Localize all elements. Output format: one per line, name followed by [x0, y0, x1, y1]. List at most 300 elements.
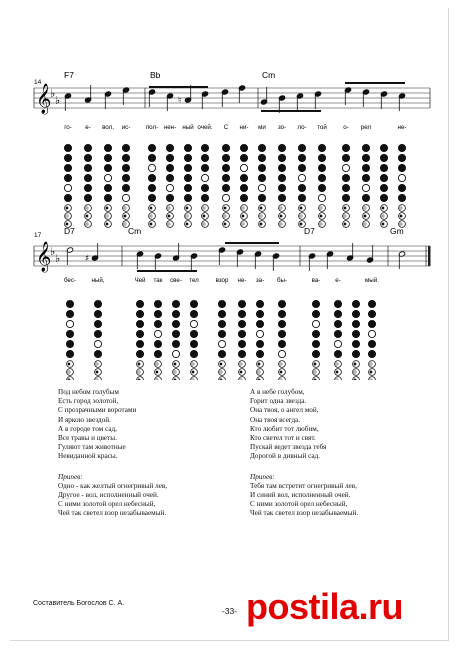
chord-symbol: D7 [64, 226, 75, 236]
half-hole [314, 379, 316, 380]
finger-hole [84, 154, 91, 161]
half-hole [203, 207, 205, 209]
chord-symbol: Cm [128, 226, 142, 236]
finger-hole [362, 154, 369, 161]
half-hole [138, 379, 140, 380]
finger-hole [368, 340, 375, 347]
half-hole [220, 371, 222, 373]
chorus-line: С ними золотой орел небесный, [58, 500, 156, 509]
finger-hole [148, 164, 155, 171]
half-hole [242, 207, 244, 209]
lyric-syllable: ный [182, 124, 194, 131]
finger-hole [64, 164, 71, 171]
finger-hole [342, 184, 349, 191]
finger-hole [380, 174, 387, 181]
finger-hole [334, 310, 341, 317]
finger-hole [136, 310, 143, 317]
lyric-syllable: бес- [63, 277, 77, 284]
finger-hole [256, 340, 263, 347]
finger-hole [256, 310, 263, 317]
finger-hole [380, 184, 387, 191]
finger-hole [218, 300, 225, 307]
finger-hole [218, 320, 225, 327]
finger-hole [104, 194, 111, 201]
finger-hole [136, 350, 143, 357]
finger-hole [154, 300, 161, 307]
finger-hole [64, 154, 71, 161]
finger-hole [122, 144, 129, 151]
half-hole [280, 379, 282, 380]
chorus-line: Другое - вол, исполненный очей. [58, 491, 159, 500]
finger-hole [66, 350, 73, 357]
finger-hole [240, 154, 247, 161]
lyric-syllable: той [317, 124, 327, 131]
half-hole [240, 363, 242, 365]
finger-hole [84, 174, 91, 181]
finger-hole [318, 194, 325, 201]
half-hole [364, 215, 366, 217]
lyric-syllable: е- [85, 124, 91, 131]
finger-hole [201, 194, 208, 201]
finger-hole [122, 154, 129, 161]
verse-line: Дорогой в дивный сад. [250, 452, 321, 461]
lyric-syllable: ный, [91, 277, 105, 284]
finger-hole [84, 184, 91, 191]
chord-symbol: Bb [150, 70, 161, 80]
half-hole [354, 371, 356, 373]
finger-hole [166, 184, 173, 191]
verse-line: А в городе том сад, [58, 424, 117, 433]
half-hole [280, 363, 282, 365]
lyric-syllable: так [153, 277, 163, 284]
half-hole [336, 379, 338, 380]
finger-hole [258, 154, 265, 161]
finger-hole [256, 350, 263, 357]
finger-hole [201, 184, 208, 191]
finger-hole [166, 154, 173, 161]
fingering-row-2 [66, 300, 375, 380]
finger-hole [154, 330, 161, 337]
finger-hole [122, 194, 129, 201]
finger-hole [342, 164, 349, 171]
lyric-syllable: ис- [121, 124, 131, 131]
finger-hole [380, 154, 387, 161]
half-hole [354, 379, 356, 380]
finger-hole [368, 300, 375, 307]
half-hole [364, 223, 366, 225]
finger-hole [278, 194, 285, 201]
finger-hole [148, 154, 155, 161]
chord-row-2 [64, 226, 404, 236]
measure-number: 14 [34, 79, 42, 86]
finger-hole [64, 194, 71, 201]
finger-hole [222, 164, 229, 171]
finger-hole [238, 320, 245, 327]
finger-hole [298, 184, 305, 191]
lyric-syllable: С [223, 124, 229, 131]
lyrics-left-column [58, 388, 167, 519]
half-hole [382, 215, 384, 217]
finger-hole [222, 184, 229, 191]
finger-hole [94, 320, 101, 327]
half-hole [106, 215, 108, 217]
finger-hole [278, 350, 285, 357]
finger-hole [84, 164, 91, 171]
half-hole [150, 207, 152, 209]
half-hole [400, 223, 402, 225]
half-hole [336, 371, 338, 373]
finger-hole [222, 174, 229, 181]
finger-hole [278, 300, 285, 307]
half-hole [156, 363, 158, 365]
finger-hole [166, 164, 173, 171]
half-hole [124, 223, 126, 225]
chorus-line: Одно - как желтый огнегривый лев, [58, 481, 168, 490]
finger-hole [398, 174, 405, 181]
half-hole [124, 207, 126, 209]
finger-hole [380, 164, 387, 171]
half-hole [344, 207, 346, 209]
finger-hole [258, 194, 265, 201]
chorus-line: Чей так светел взор незабываемый. [58, 509, 167, 518]
half-hole [224, 215, 226, 217]
half-hole [96, 363, 98, 365]
half-hole [86, 215, 88, 217]
verse-line: Невиданной красы. [58, 452, 118, 461]
half-hole [96, 371, 98, 373]
staff-system-2 [34, 232, 431, 273]
finger-hole [352, 310, 359, 317]
half-hole [240, 371, 242, 373]
half-hole [280, 215, 282, 217]
finger-hole [398, 154, 405, 161]
finger-hole [222, 154, 229, 161]
half-hole [192, 379, 194, 380]
beam [137, 270, 197, 272]
finger-hole [312, 340, 319, 347]
finger-hole [334, 330, 341, 337]
finger-hole [94, 330, 101, 337]
finger-hole [104, 184, 111, 191]
finger-hole [136, 300, 143, 307]
half-hole [124, 215, 126, 217]
finger-hole [66, 320, 73, 327]
fingering-row-1 [64, 144, 405, 227]
accidental-icon: ♯ [85, 254, 90, 264]
half-hole [314, 363, 316, 365]
treble-clef-icon: 𝄞 [36, 242, 52, 272]
finger-hole [368, 350, 375, 357]
finger-hole [84, 144, 91, 151]
finger-hole [166, 174, 173, 181]
finger-hole [352, 340, 359, 347]
finger-hole [218, 330, 225, 337]
treble-clef-icon: 𝄞 [36, 84, 52, 114]
finger-hole [218, 310, 225, 317]
finger-hole [104, 154, 111, 161]
lyric-syllable: вол, [102, 124, 114, 131]
finger-hole [362, 144, 369, 151]
finger-hole [172, 310, 179, 317]
finger-hole [172, 340, 179, 347]
half-hole [96, 379, 98, 380]
half-hole [336, 363, 338, 365]
finger-hole [166, 144, 173, 151]
finger-hole [94, 340, 101, 347]
half-hole [314, 371, 316, 373]
half-hole [174, 363, 176, 365]
finger-hole [190, 350, 197, 357]
finger-hole [184, 144, 191, 151]
finger-hole [278, 144, 285, 151]
finger-hole [148, 184, 155, 191]
finger-hole [298, 174, 305, 181]
lyric-syllable: е- [335, 277, 341, 284]
lyric-syllable: ло- [297, 124, 307, 131]
half-hole [280, 223, 282, 225]
finger-hole [201, 174, 208, 181]
chord-row-1 [64, 70, 275, 80]
lyric-syllable: не- [237, 277, 247, 284]
half-hole [68, 363, 70, 365]
page-number: -33- [222, 606, 238, 616]
lyric-syllable: тел [189, 277, 199, 284]
finger-hole [318, 184, 325, 191]
half-hole [240, 379, 242, 380]
half-hole [400, 207, 402, 209]
verse-line: С прозрачными воротами [58, 406, 137, 415]
finger-hole [154, 350, 161, 357]
finger-hole [166, 194, 173, 201]
finger-hole [352, 330, 359, 337]
finger-hole [318, 174, 325, 181]
flat-icon: ♭ [55, 94, 61, 107]
finger-hole [352, 320, 359, 327]
half-hole [186, 207, 188, 209]
finger-hole [238, 330, 245, 337]
chorus-line: И синий вол, исполненный очей. [250, 491, 351, 500]
finger-hole [298, 164, 305, 171]
half-hole [260, 207, 262, 209]
finger-hole [238, 340, 245, 347]
finger-hole [398, 164, 405, 171]
half-hole [174, 379, 176, 380]
half-hole [192, 363, 194, 365]
verse-line: Под небом голубым [58, 388, 119, 396]
finger-hole [318, 144, 325, 151]
finger-hole [122, 174, 129, 181]
finger-hole [240, 144, 247, 151]
chorus-line: Тебя там встретит огнегривый лев, [250, 481, 357, 490]
half-hole [382, 207, 384, 209]
lyric-syllable: пол- [145, 124, 159, 131]
finger-hole [298, 194, 305, 201]
half-hole [300, 215, 302, 217]
lyric-syllable: ва- [311, 277, 321, 284]
finger-hole [278, 320, 285, 327]
finger-hole [172, 350, 179, 357]
flat-icon: ♭ [50, 87, 56, 100]
chorus-heading: Припев: [58, 472, 83, 481]
finger-hole [154, 340, 161, 347]
finger-hole [148, 194, 155, 201]
half-hole [258, 379, 260, 380]
finger-hole [312, 310, 319, 317]
half-hole [168, 223, 170, 225]
half-hole [168, 207, 170, 209]
finger-hole [104, 164, 111, 171]
chorus-line: С ними золотой орел небесный, [250, 500, 348, 509]
lyrics-right-column [250, 388, 358, 519]
finger-hole [238, 310, 245, 317]
finger-hole [380, 144, 387, 151]
lyric-syllable: взор [215, 277, 229, 284]
finger-hole [278, 340, 285, 347]
half-hole [66, 207, 68, 209]
finger-hole [148, 144, 155, 151]
verse-line: Пускай ведет звезда тебя [250, 443, 327, 452]
half-hole [370, 363, 372, 365]
finger-hole [238, 300, 245, 307]
finger-hole [201, 154, 208, 161]
finger-hole [278, 154, 285, 161]
finger-hole [398, 184, 405, 191]
finger-hole [398, 144, 405, 151]
finger-hole [66, 310, 73, 317]
half-hole [203, 215, 205, 217]
half-hole [106, 223, 108, 225]
half-hole [242, 223, 244, 225]
finger-hole [94, 350, 101, 357]
finger-hole [104, 174, 111, 181]
half-hole [242, 215, 244, 217]
verse-line: Кто любит тот любим, [250, 424, 319, 433]
finger-hole [334, 320, 341, 327]
lyric-syllable: зо- [277, 124, 287, 131]
verse-line: А в небе голубом, [250, 388, 305, 396]
finger-hole [201, 164, 208, 171]
half-hole [320, 223, 322, 225]
finger-hole [298, 154, 305, 161]
verse-line: Гуляют там животные [58, 443, 126, 452]
finger-hole [190, 310, 197, 317]
finger-hole [154, 310, 161, 317]
finger-hole [240, 164, 247, 171]
verse-line: Кто светел тот и свят. [250, 434, 316, 443]
finger-hole [66, 300, 73, 307]
finger-hole [312, 330, 319, 337]
finger-hole [222, 144, 229, 151]
finger-hole [64, 174, 71, 181]
finger-hole [312, 350, 319, 357]
half-hole [224, 223, 226, 225]
finger-hole [318, 154, 325, 161]
finger-hole [342, 154, 349, 161]
lyric-syllable: рел [360, 124, 372, 131]
finger-hole [190, 300, 197, 307]
finger-hole [256, 330, 263, 337]
half-hole [66, 223, 68, 225]
half-hole [344, 223, 346, 225]
flat-icon: ♭ [55, 252, 61, 265]
verse-line: Горит одна звезда. [250, 397, 307, 406]
finger-hole [278, 310, 285, 317]
half-hole [260, 223, 262, 225]
half-hole [150, 223, 152, 225]
compiler-credit: Составитель Богослов С. А. [33, 600, 125, 607]
finger-hole [362, 174, 369, 181]
finger-hole [298, 144, 305, 151]
finger-hole [278, 184, 285, 191]
finger-hole [172, 320, 179, 327]
half-hole [156, 371, 158, 373]
accidental-icon: ♮ [178, 96, 182, 106]
half-hole [66, 215, 68, 217]
finger-hole [342, 144, 349, 151]
half-hole [68, 371, 70, 373]
finger-hole [172, 330, 179, 337]
finger-hole [222, 194, 229, 201]
finger-hole [136, 330, 143, 337]
chord-symbol: Cm [262, 70, 276, 80]
half-hole [370, 379, 372, 380]
finger-hole [342, 194, 349, 201]
half-hole [382, 223, 384, 225]
lyric-syllable: го- [64, 124, 72, 131]
finger-hole [398, 194, 405, 201]
half-hole [106, 207, 108, 209]
half-hole [260, 215, 262, 217]
lyric-row-1 [64, 124, 406, 131]
staff-system-1 [34, 79, 430, 115]
half-hole [320, 207, 322, 209]
finger-hole [64, 144, 71, 151]
finger-hole [380, 194, 387, 201]
half-hole [138, 363, 140, 365]
finger-hole [368, 330, 375, 337]
beam [345, 82, 405, 84]
finger-hole [184, 174, 191, 181]
finger-hole [184, 164, 191, 171]
finger-hole [240, 194, 247, 201]
half-hole [258, 363, 260, 365]
finger-hole [256, 320, 263, 327]
lyric-syllable: не- [397, 124, 407, 131]
half-hole [150, 215, 152, 217]
half-hole [280, 207, 282, 209]
finger-hole [334, 300, 341, 307]
verse-line: Есть город золотой, [58, 397, 119, 406]
finger-hole [172, 300, 179, 307]
half-hole [156, 379, 158, 380]
finger-hole [258, 174, 265, 181]
finger-hole [312, 320, 319, 327]
lyric-syllable: мый. [365, 277, 379, 284]
finger-hole [136, 340, 143, 347]
half-hole [364, 207, 366, 209]
finger-hole [148, 174, 155, 181]
verse-line: И яркою звездой. [58, 415, 111, 424]
measure-number: 17 [34, 232, 42, 239]
half-hole [186, 215, 188, 217]
beam [149, 86, 208, 88]
half-hole [300, 223, 302, 225]
finger-hole [334, 350, 341, 357]
half-hole [168, 215, 170, 217]
finger-hole [362, 194, 369, 201]
final-barline [428, 246, 431, 266]
finger-hole [368, 320, 375, 327]
